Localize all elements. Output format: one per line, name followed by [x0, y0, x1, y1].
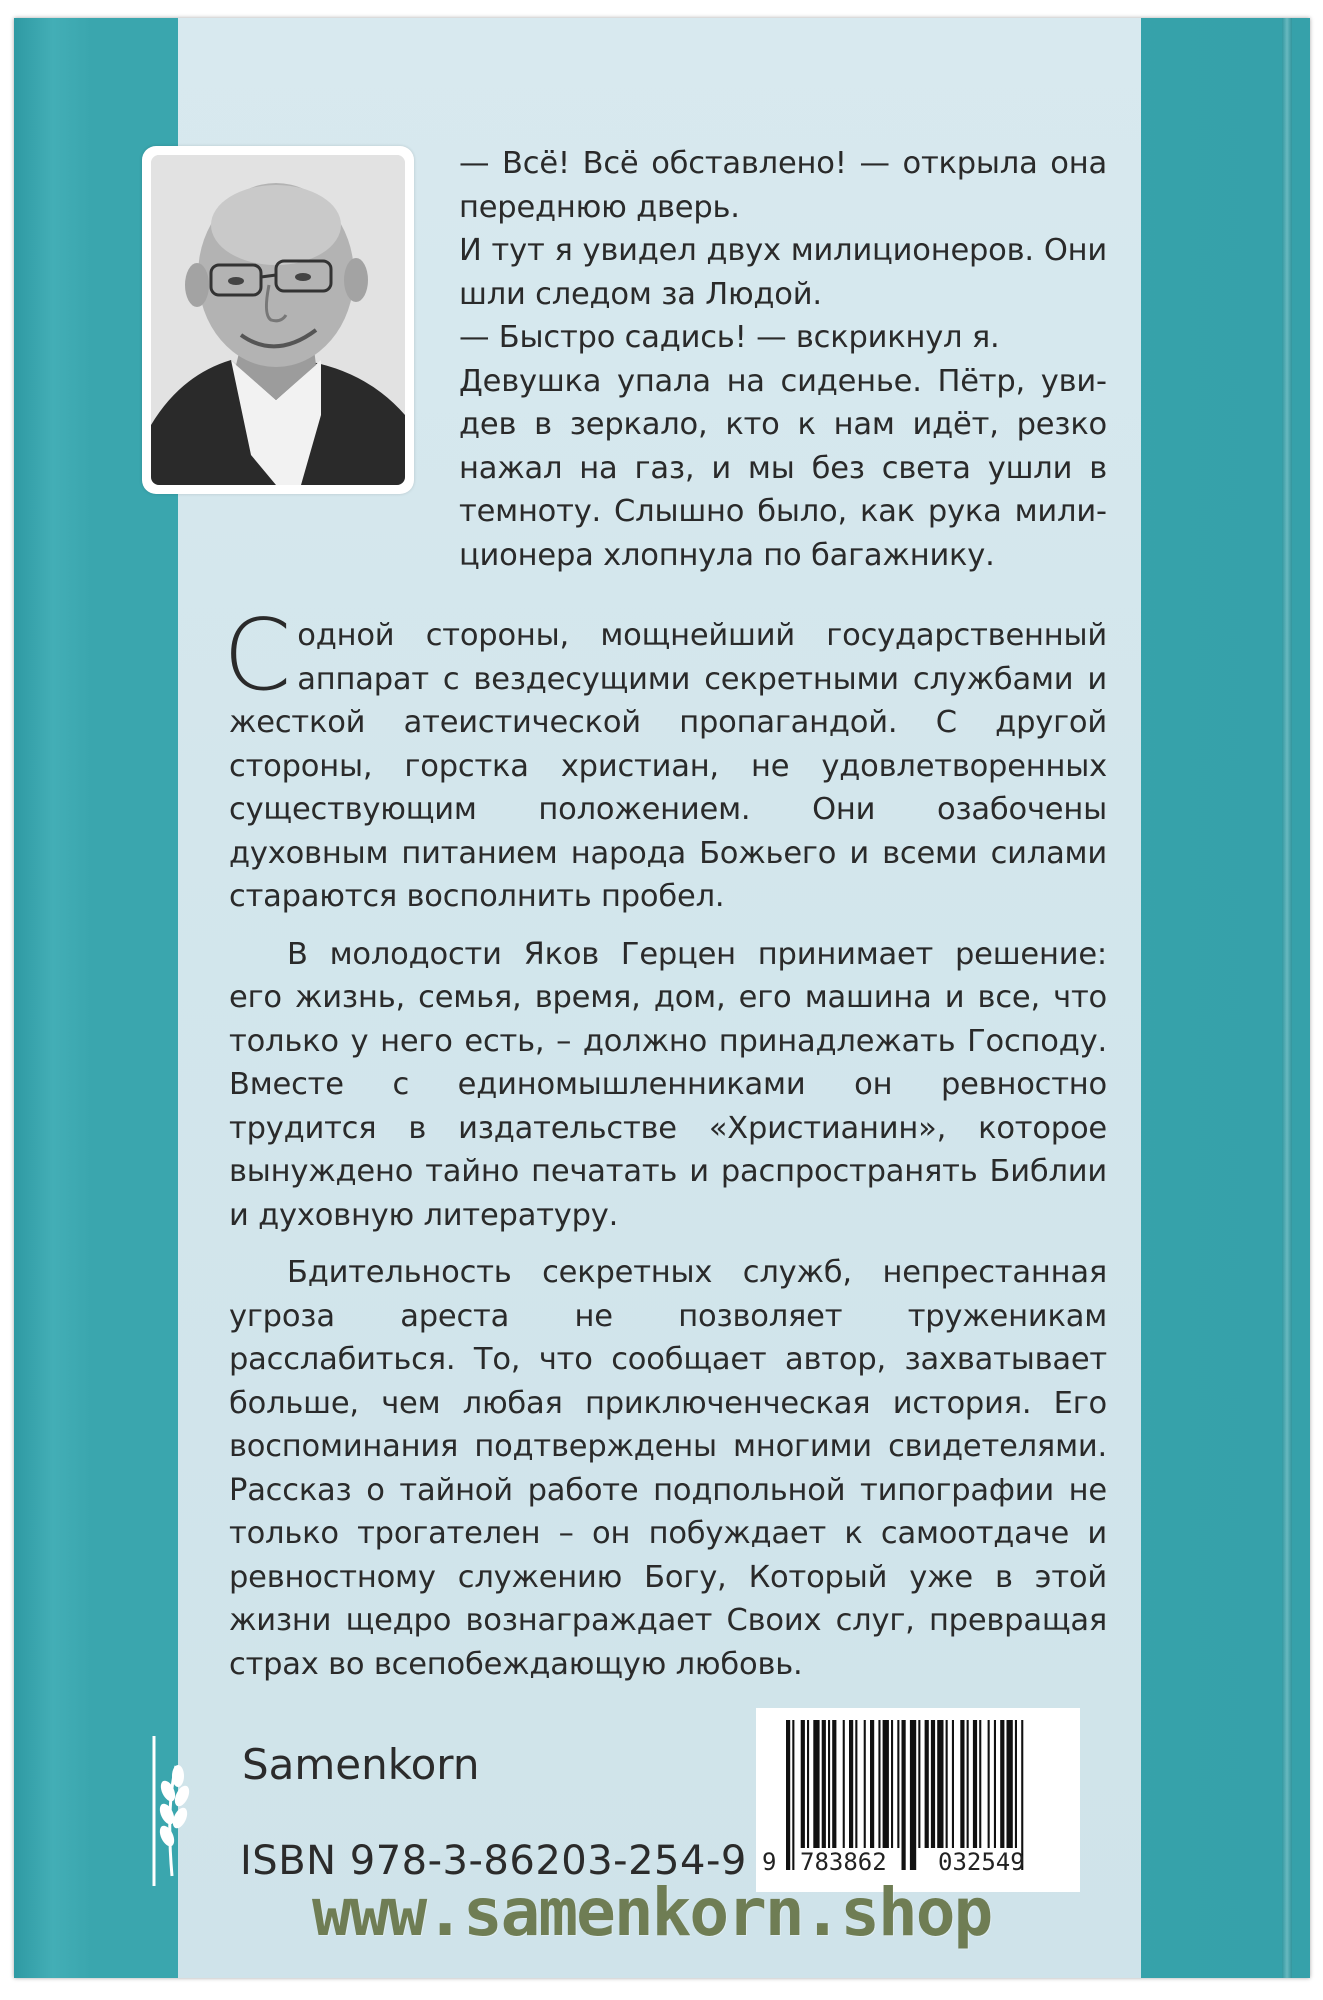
- barcode-bar: [855, 1720, 857, 1848]
- barcode-bar: [891, 1720, 893, 1848]
- barcode: [756, 1708, 1080, 1892]
- barcode-bar: [918, 1720, 920, 1848]
- quote-line-2: И тут я увидел двух милиционеров. Они шли следом за Людой.: [459, 233, 1107, 312]
- quote-line-4: Девушка упала на сиденье. Пётр, увидев в зеркало, кто к нам идёт, резко нажал на газ, и мы без света ушли в темноту. Слышно было, как рука милиционера хлопнула по багажнику.: [459, 363, 1107, 573]
- barcode-group-right: 032549: [938, 1848, 1025, 1876]
- barcode-digit-first: 9: [762, 1848, 777, 1876]
- barcode-bar: [946, 1720, 948, 1848]
- excerpt-quote: [459, 142, 1107, 577]
- barcode-bar: [832, 1720, 836, 1848]
- drop-cap: С: [223, 599, 292, 713]
- shop-watermark: www.samenkorn.shop: [312, 1874, 992, 1951]
- barcode-bar: [952, 1720, 954, 1848]
- barcode-bar: [960, 1720, 964, 1848]
- barcode-bar: [1007, 1720, 1013, 1848]
- barcode-bar: [822, 1720, 826, 1848]
- book-description: [223, 599, 1107, 1700]
- barcode-bar: [849, 1720, 853, 1848]
- barcode-bar: [897, 1720, 899, 1848]
- barcode-bar: [967, 1720, 969, 1848]
- isbn-number: ISBN 978-3-86203-254-9: [240, 1838, 747, 1884]
- barcode-bar: [1000, 1720, 1004, 1848]
- wheat-logo-icon: [148, 1736, 192, 1886]
- quote-line-3: — Быстро садись! — вскрикнул я.: [459, 320, 1000, 355]
- barcode-bar: [1015, 1720, 1017, 1848]
- description-paragraph-1-text: одной стороны, мощнейший государственный аппарат с вездесущими секретными службами и жесткой атеистической пропагандой. С другой стороны, горстка христиан, не удовлетворенных существующим положением. Они озабочены духовным питанием народа Божьего и всеми силами стараются восполнить пробел.: [229, 618, 1107, 914]
- book-back-cover: [14, 18, 1310, 1978]
- quote-line-1: — Всё! Всё обставлено! — открыла она переднюю дверь.: [459, 146, 1107, 225]
- barcode-group-left: 783862: [800, 1848, 887, 1876]
- barcode-bar: [994, 1720, 996, 1848]
- barcode-bar: [828, 1720, 830, 1848]
- barcode-bar: [973, 1720, 977, 1848]
- barcode-bar: [813, 1720, 819, 1848]
- barcode-bar: [807, 1720, 809, 1848]
- barcode-bar: [843, 1720, 845, 1848]
- description-paragraph-3: Бдительность секретных служб, непрестанная угроза ареста не позволяет труженикам расслабиться. То, что сообщает автор, захватывает больше, чем любая приключенческая история. Его воспоминания подтверждены многими свидетелями. Рассказ о тайной работе подпольной типографии не только трогателен – он побуждает к самоотдаче и ревностному служению Богу, Который уже в этой жизни щедро вознаграждает Своих слуг, превращая страх во всепобеждающую любовь.: [229, 1255, 1107, 1682]
- description-paragraph-1: [223, 599, 1107, 919]
- barcode-bar: [931, 1720, 935, 1848]
- author-photo-frame: [142, 146, 414, 494]
- barcode-bar: [870, 1720, 874, 1848]
- barcode-bar: [801, 1720, 805, 1848]
- barcode-bar: [864, 1720, 866, 1848]
- author-portrait-image: [151, 155, 405, 485]
- barcode-bar: [883, 1720, 889, 1848]
- barcode-bar: [979, 1720, 981, 1848]
- publisher-name: Samenkorn: [242, 1740, 480, 1789]
- barcode-bar: [988, 1720, 990, 1848]
- barcode-bar: [937, 1720, 943, 1848]
- author-photo: [151, 155, 405, 485]
- description-paragraph-2: В молодости Яков Герцен принимает решение: его жизнь, семья, время, дом, его машина и все, что только у него есть, – должно принадлежать Господу. Вместе с единомышленниками он ревностно трудится в издательстве «Христианин», которое вынуждено тайно печатать и распространять Библии и духовную литературу.: [229, 936, 1107, 1233]
- barcode-bar: [878, 1720, 880, 1848]
- barcode-bar: [925, 1720, 929, 1848]
